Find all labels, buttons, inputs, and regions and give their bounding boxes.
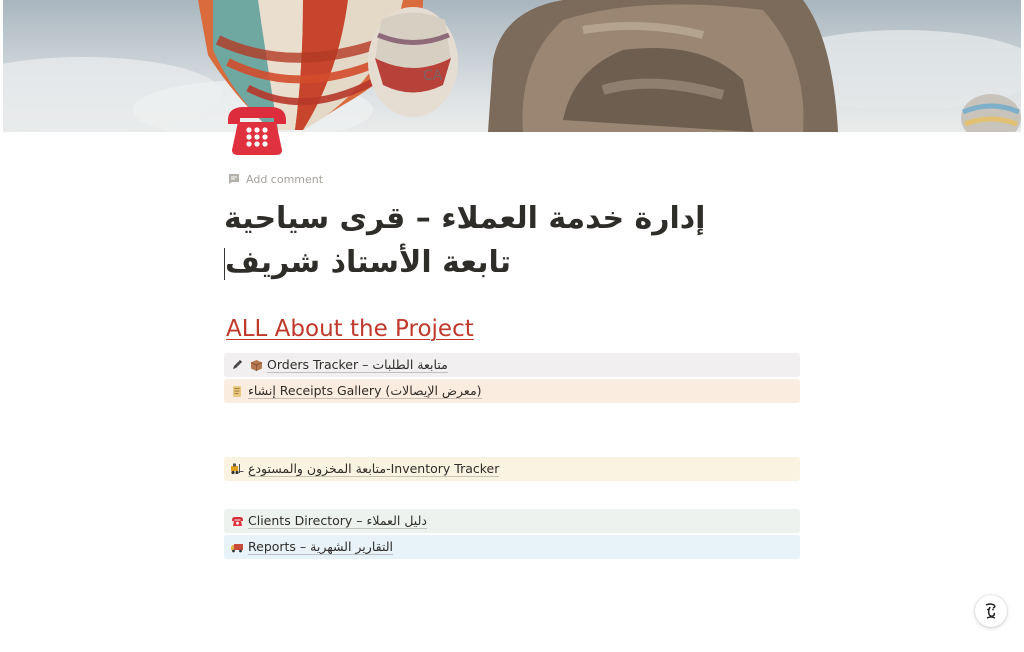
telephone-icon: [229, 513, 245, 529]
page-title[interactable]: [224, 197, 734, 285]
link-label: Orders Tracker – متابعة الطلبات: [267, 357, 448, 372]
notion-ai-face-icon: [981, 601, 1001, 621]
link-label: إنشاء Receipts Gallery (معرض الإيصالات): [248, 383, 482, 398]
svg-text:CA: CA: [423, 68, 443, 84]
section-heading[interactable]: ALL About the Project: [226, 316, 474, 342]
link-clients-directory[interactable]: [224, 509, 800, 533]
link-orders-tracker[interactable]: [224, 353, 800, 377]
hot-air-balloon-medium: [368, 7, 458, 117]
forklift-icon: [229, 461, 245, 477]
cover-illustration: [3, 0, 1021, 132]
link-label: Reports – التقارير الشهرية: [248, 539, 393, 554]
page-title-text: إدارة خدمة العملاء – قرى سياحية تابعة الأستاذ شريف: [224, 201, 706, 280]
comment-icon: [228, 173, 240, 185]
page-telephone-icon[interactable]: [224, 102, 290, 156]
link-label: متابعة المخزون والمستودع-Inventory Tracker: [248, 461, 500, 476]
add-comment-button[interactable]: [228, 171, 323, 187]
add-comment-label: Add comment: [246, 172, 324, 186]
link-inventory-tracker[interactable]: [224, 457, 800, 481]
receipt-scroll-icon: [229, 383, 245, 399]
link-receipts-gallery[interactable]: [224, 379, 800, 403]
notion-ai-button[interactable]: [975, 595, 1007, 627]
package-icon: [248, 357, 264, 373]
link-reports[interactable]: [224, 535, 800, 559]
cover-image: [3, 0, 1021, 132]
rock-formation: [488, 0, 838, 132]
link-label: Clients Directory – دليل العملاء: [248, 513, 427, 528]
pen-icon: [229, 357, 245, 373]
truck-icon: [229, 539, 245, 555]
